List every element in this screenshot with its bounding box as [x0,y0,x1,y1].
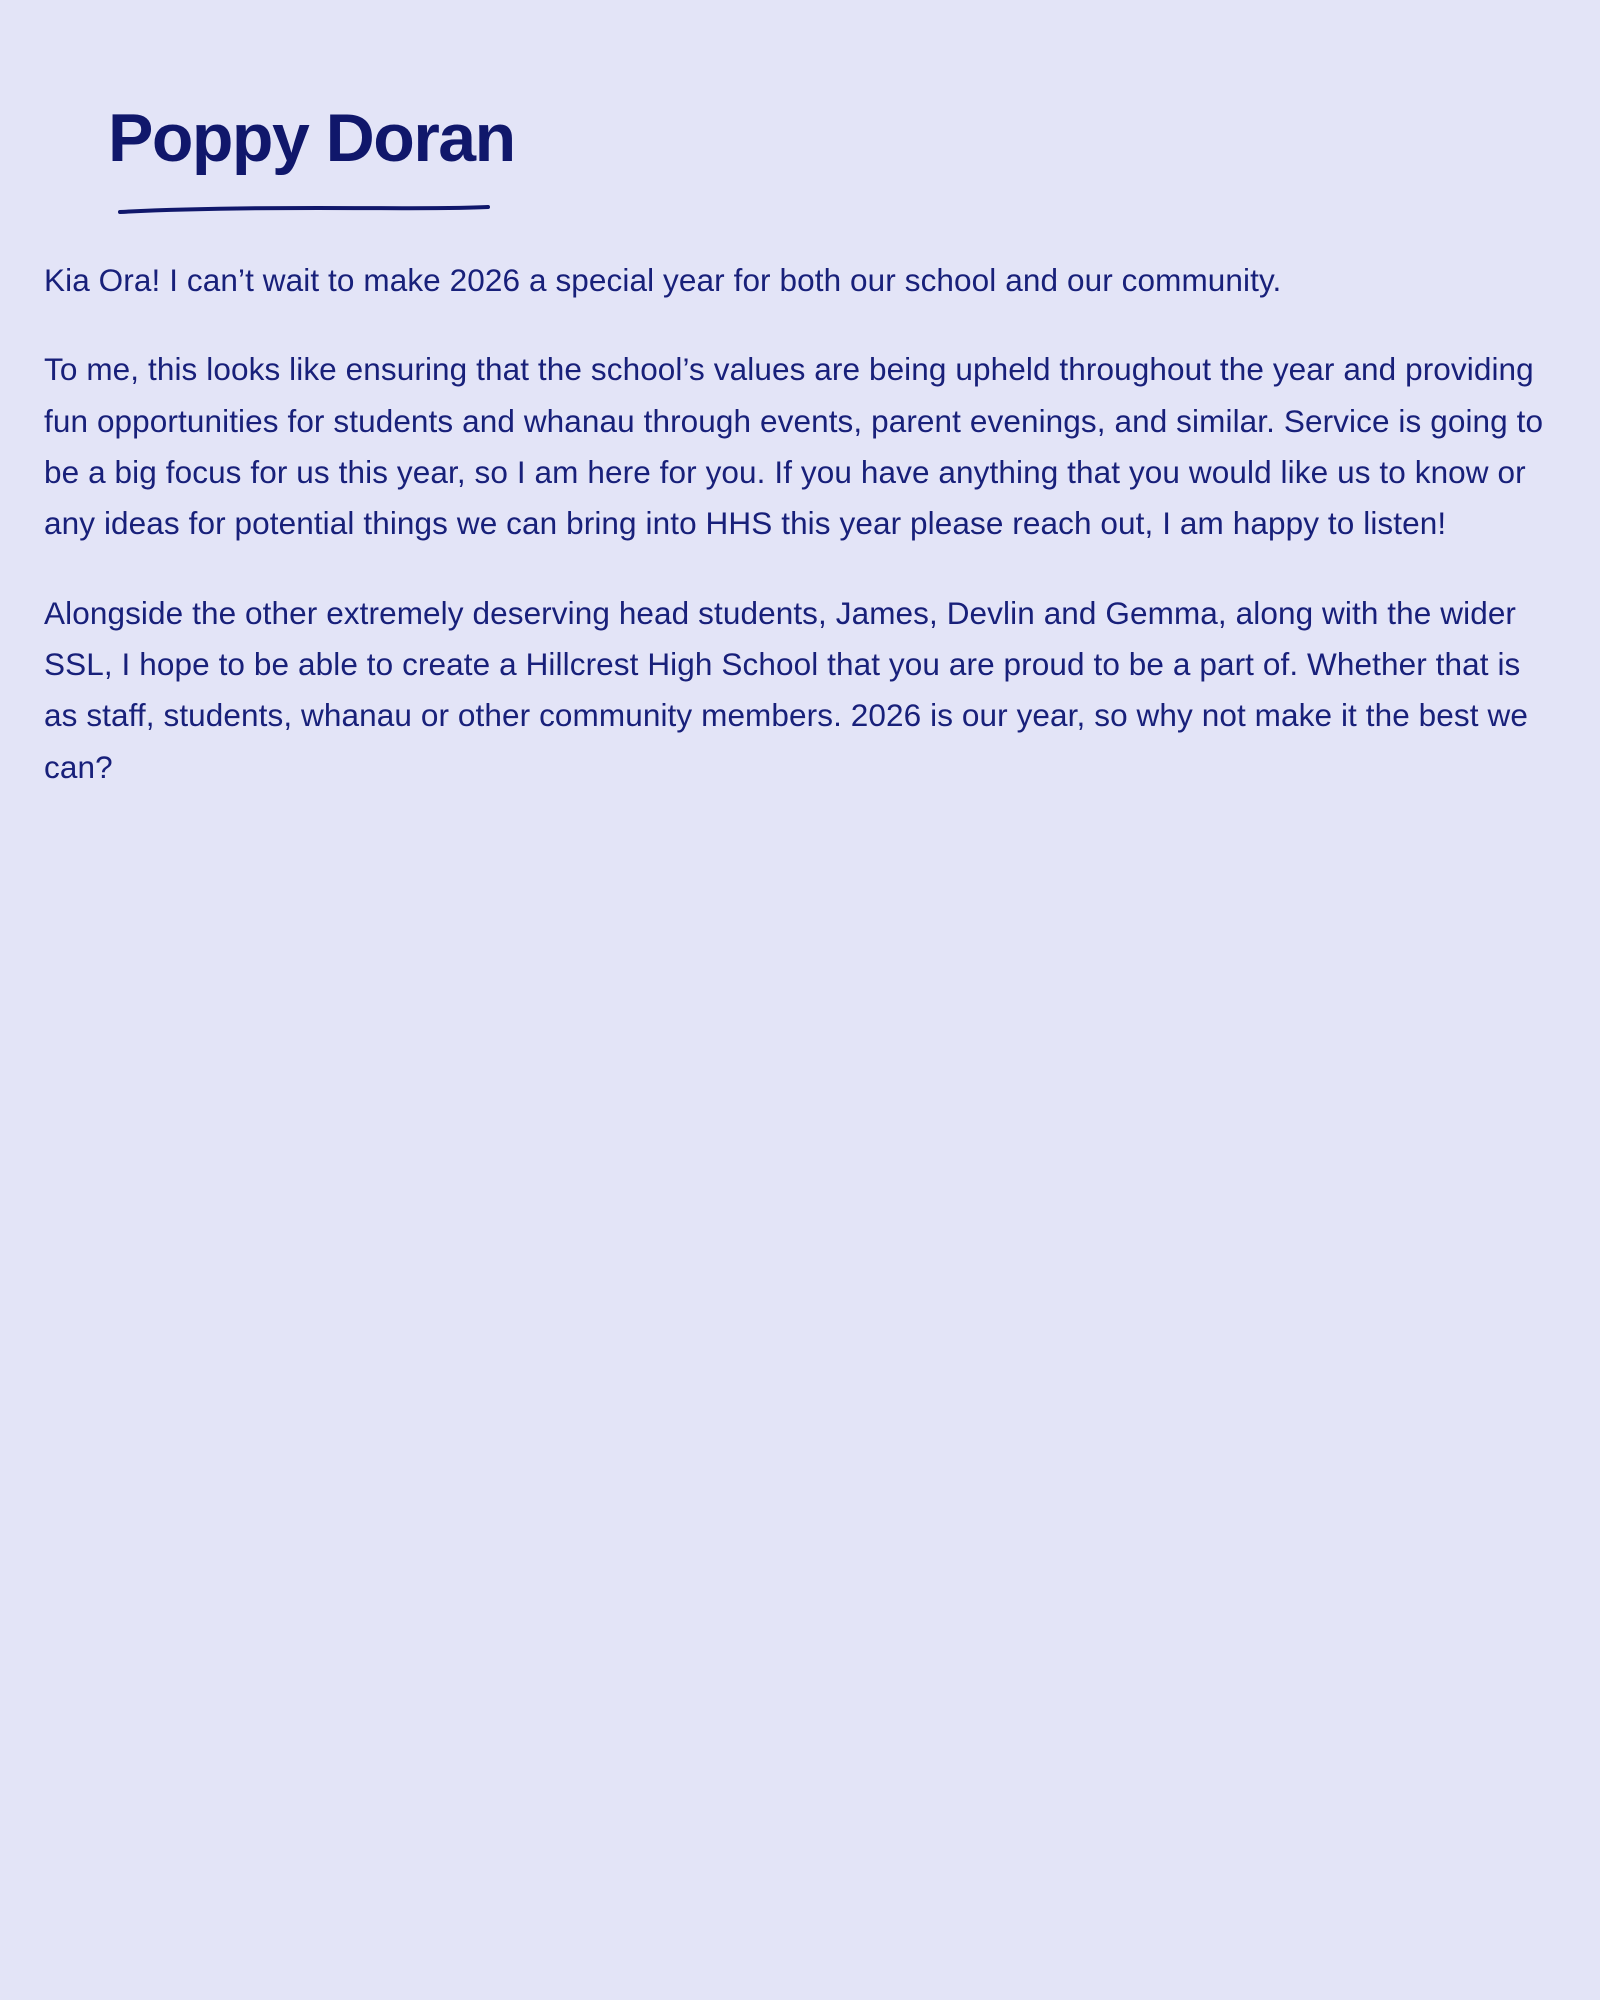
page-title: Poppy Doran [108,99,515,176]
title-underline-divider [118,205,490,211]
paragraph-vision: To me, this looks like ensuring that the school’s values are being upheld throughout the year and providing fun opportunities for students and whanau through events, parent evenings, and similar. Service is going to be a big focus for us this year, so I am here for you. If you have anything that you would like us to know or any ideas for potential things we can bring into HHS this year please reach out, I am happy to listen! [44,351,1544,542]
letter-body [44,255,1546,793]
paragraph-closing: Alongside the other extremely deserving head students, James, Devlin and Gemma, along with the wider SSL, I hope to be able to create a Hillcrest High School that you are proud to be a part of. Whether that is as staff, students, whanau or other community members. 2026 is our year, so why not make it the best we can? [44,594,1528,785]
paragraph-intro: Kia Ora! I can’t wait to make 2026 a special year for both our school and our community. [44,262,1282,298]
